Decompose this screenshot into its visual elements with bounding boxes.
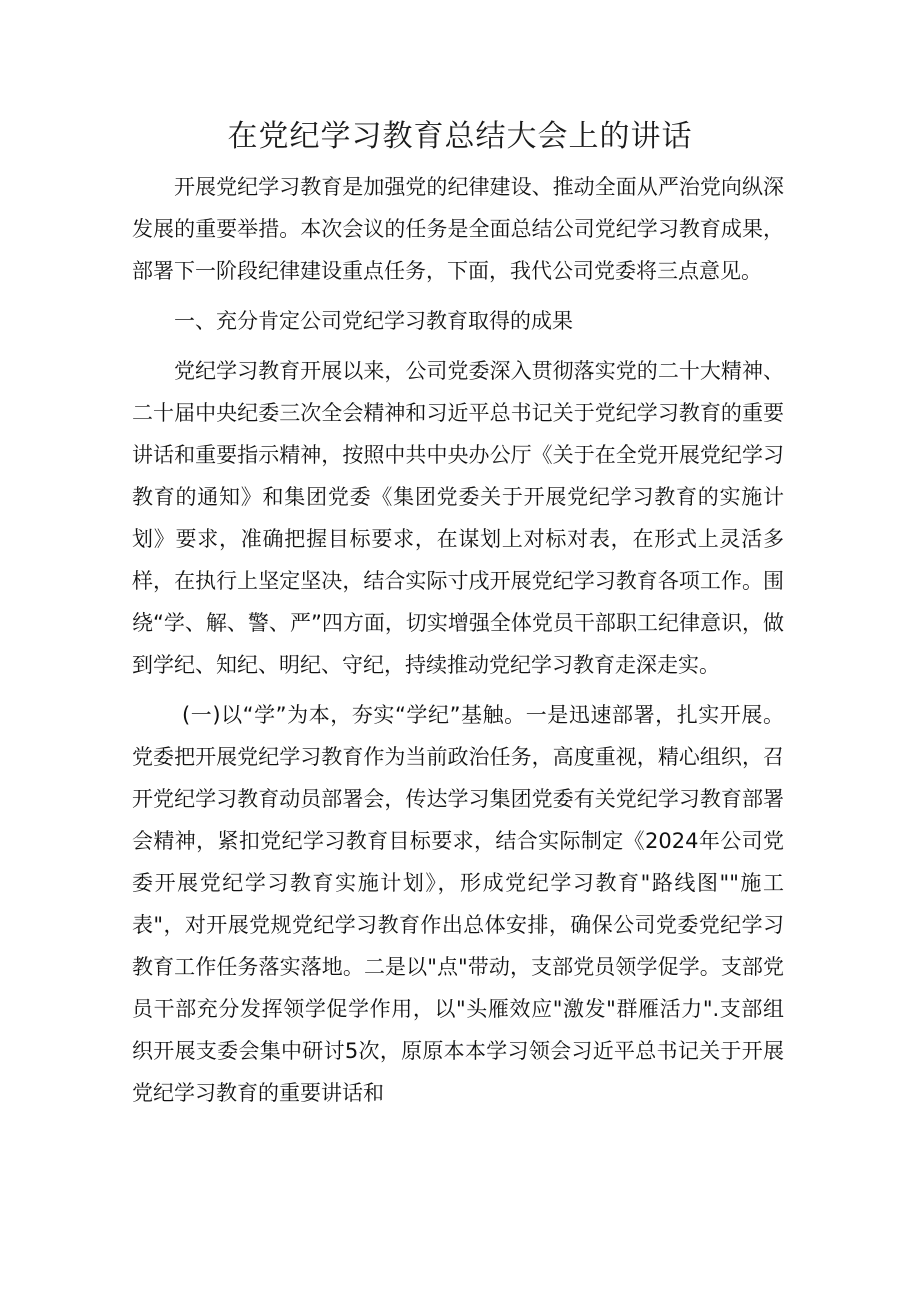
paragraph-1: 党纪学习教育开展以来，公司党委深入贯彻落实党的二十大精神、二十届中央纪委三次全会精神和习近平总书记关于党纪学习教育的重要讲话和重要指示精神，按照中共中央办公厅《关于在全党开展党纪学习教育的通知》和集团党委《集团党委关于开展党纪学习教育的实施计划》要求，准确把握目标要求，在谋划上对标对表，在形式上灵活多样，在执行上坚定坚决，结合实际寸戌开展党纪学习教育各项工作。围绕“学、解、警、严”四方面，切实增强全体党员干部职工纪律意识，做到学纪、知纪、明纪、守纪，持续推动党纪学习教育走深走实。 <box>132 359 784 677</box>
intro-paragraph: 开展党纪学习教育是加强党的纪律建设、推动全面从严治党向纵深发展的重要举措。本次会议的任务是全面总结公司党纪学习教育成果，部署下一阶段纪律建设重点任务，下面，我代公司党委将三点意见。 <box>132 175 784 283</box>
paragraph-2: (一)以“学”为本，夯实“学纪”基触。一是迅速部署，扎实开展。党委把开展党纪学习教育作为当前政治任务，高度重视，精心组织，召开党纪学习教育动员部署会，传达学习集团党委有关党纪学习教育部署会精神，紧扣党纪学习教育目标要求，结合实际制定《2024年公司党委开展党纪学习教育实施计划》，形成党纪学习教育"路线图""施工表"，对开展党规党纪学习教育作出总体安排，确保公司党委党纪学习教育工作任务落实落地。二是以"点"带动，支部党员领学促学。支部党员干部充分发挥领学促学作用，以"头雁效应"激发"群雁活力".支部组织开展支委会集中研讨5次，原原本本学习领会习近平总书记关于开展党纪学习教育的重要讲话和 <box>132 703 784 1105</box>
document-title: 在党纪学习教育总结大会上的讲话 <box>227 119 693 154</box>
section-heading-1: 一、充分肯定公司党纪学习教育取得的成果 <box>174 309 573 333</box>
document-body <box>132 166 784 1114</box>
